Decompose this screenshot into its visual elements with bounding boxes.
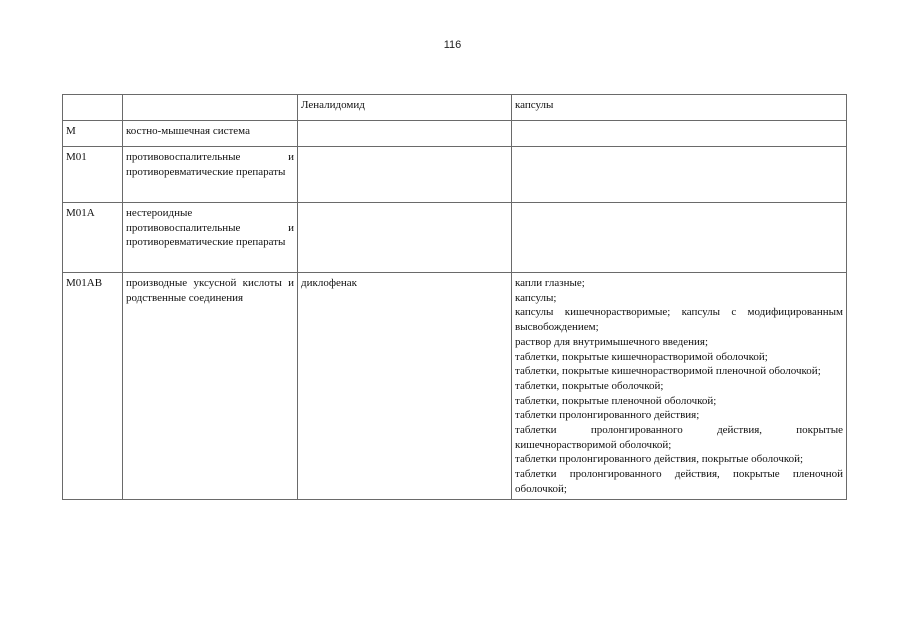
table-row — [63, 203, 847, 273]
group-name-cell — [123, 95, 298, 121]
atc-code-cell: M01AB — [63, 273, 123, 500]
drug-name-cell — [298, 203, 512, 273]
dosage-form-item: таблетки, покрытые оболочкой; — [515, 379, 664, 392]
drug-name-cell — [298, 147, 512, 203]
dosage-form-item: таблетки пролонгированного действия, покрытые кишечнорастворимой оболочкой; — [515, 424, 843, 451]
page-number: 116 — [443, 39, 462, 51]
drug-name-cell: Леналидомид — [298, 95, 512, 121]
dosage-forms-cell — [512, 121, 847, 147]
dosage-forms-cell — [512, 147, 847, 203]
dosage-form-item: капсулы кишечнорастворимые; капсулы с модифицированным высвобождением; — [515, 306, 843, 334]
drug-table — [62, 94, 847, 500]
atc-code-cell — [63, 95, 123, 121]
table-row — [63, 95, 847, 121]
dosage-form-item: капли глазные; — [515, 277, 585, 289]
atc-code-cell: M — [63, 121, 123, 147]
drug-name-cell — [298, 121, 512, 147]
dosage-forms-cell — [512, 95, 847, 121]
dosage-form-item: таблетки, покрытые кишечнорастворимой оболочкой; — [515, 350, 768, 363]
dosage-forms-cell — [512, 273, 847, 500]
dosage-form-item: таблетки пролонгированного действия, покрытые оболочкой; — [515, 453, 804, 466]
dosage-forms-cell — [512, 203, 847, 273]
dosage-form-item: таблетки пролонгированного действия, покрытые пленочной оболочкой; — [515, 468, 843, 495]
dosage-form-item: таблетки, покрытые пленочной оболочкой; — [515, 394, 717, 407]
table-row — [63, 147, 847, 203]
dosage-form-item: капсулы; — [515, 291, 557, 304]
group-name-cell: противовоспалительные и противоревматические препараты — [123, 147, 298, 203]
dosage-form-item: раствор для внутримышечного введения; — [515, 335, 709, 348]
dosage-form-item: таблетки, покрытые кишечнорастворимой пленочной оболочкой; — [515, 365, 821, 378]
atc-code-cell: M01A — [63, 203, 123, 273]
drug-name-cell: диклофенак — [298, 273, 512, 500]
group-name-cell: производные уксусной кислоты и родственные соединения — [123, 273, 298, 500]
group-name-cell: нестероидные противовоспалительные и противоревматические препараты — [123, 203, 298, 273]
group-name-cell: костно-мышечная система — [123, 121, 298, 147]
dosage-form-item: таблетки пролонгированного действия; — [515, 409, 700, 422]
dosage-form-item: капсулы — [515, 99, 554, 111]
table-row — [63, 121, 847, 147]
table-row — [63, 273, 847, 500]
atc-code-cell: M01 — [63, 147, 123, 203]
